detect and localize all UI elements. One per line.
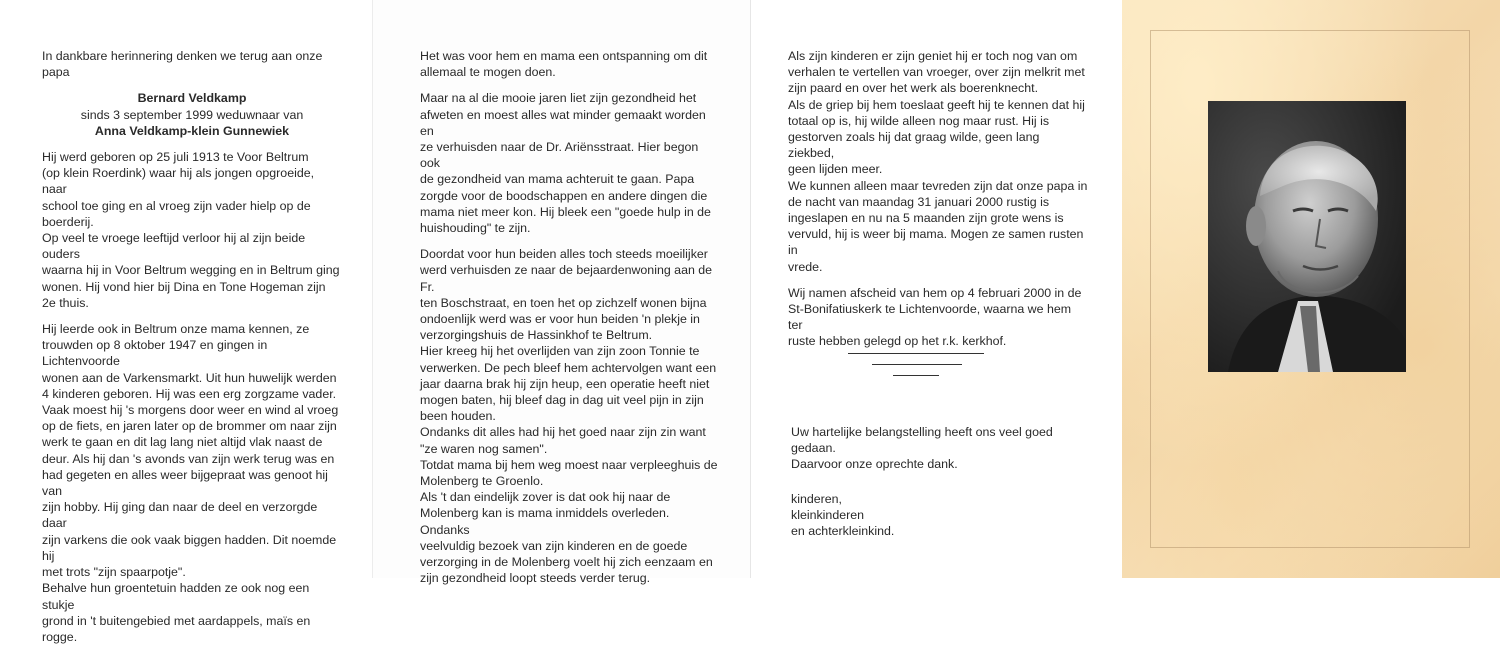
thanks-block	[791, 424, 1091, 539]
portrait-image	[1208, 101, 1406, 372]
right-paragraph-1: Als zijn kinderen er zijn geniet hij er toch nog van om verhalen te vertellen van vroeger, over zijn melkrit met zijn paard en over het werk als boerenknecht. Als de griep bij hem toeslaat geeft hij te kennen dat hij totaal op is, hij wilde alleen nog maar rust. Hij is gestorven zoals hij dat graag wilde, geen lang ziekbed, geen lijden meer. We kunnen alleen maar tevreden zijn dat onze papa in de nacht van maandag 31 januari 2000 rustig is ingeslapen en nu na 5 maanden zijn grote wens is vervuld, hij is weer bij mama. Mogen ze samen rusten in vrede.	[788, 49, 1088, 274]
thanks-text: Uw hartelijke belangstelling heeft ons veel goed gedaan. Daarvoor onze oprechte dank.	[791, 425, 1053, 472]
biography-paragraph-1: Hij werd geboren op 25 juli 1913 te Voor Beltrum (op klein Roerdink) waar hij als jongen opgroeide, naar school toe ging en al vroeg zijn vader hielp op de boerderij. Op veel te vroege leeftijd verloor hij al zijn beide ouders waarna hij in Voor Beltrum wegging en in Beltrum ging wonen. Hij vond hier bij Dina en Tone Hogeman zijn 2e thuis.	[42, 150, 340, 310]
spouse-name: Anna Veldkamp-klein Gunnewiek	[94, 123, 290, 138]
signoff-text: kinderen, kleinkinderen en achterkleinkind.	[791, 491, 895, 539]
biography-paragraph-2: Hij leerde ook in Beltrum onze mama kennen, ze trouwden op 8 oktober 1947 en gingen in Lichtenvoorde wonen aan de Varkensmarkt. Uit hun huwelijk werden 4 kinderen geboren. Hij was een erg zorgzame vader. Vaak moest hij 's morgens door weer en wind al vroeg op de fiets, en jaren later op de brommer om naar zijn werk te gaan en dit lag lang niet altijd vlak naast de deur. Als hij dan 's avonds van zijn werk terug was en had gegeten en alles weer bijgepraat was genoot hij van zijn hobby. Hij ging dan naar de deel en verzorgde daar zijn varkens die ook vaak biggen hadden. Dit noemde hij met trots "zijn spaarpotje". Behalve hun groentetuin hadden ze ook nog een stukje grond in 't buitengebied met aardappels, maïs en rogge.	[42, 322, 339, 644]
deceased-name: Bernard Veldkamp	[137, 91, 247, 106]
middle-paragraph-1: Het was voor hem en mama een ontspanning om dit allemaal te mogen doen.	[420, 49, 708, 80]
middle-paragraph-2: Maar na al die mooie jaren liet zijn gezondheid het afweten en moest alles wat minder gemaakt worden en ze verhuisden naar de Dr. Ariënsstraat. Hier begon ook de gezondheid van mama achteruit te gaan. Papa zorgde voor de boodschappen en andere dingen die mama niet meer kon. Hij bleek een "goede hulp in de huishouding" te zijn.	[420, 91, 711, 236]
intro-text: In dankbare herinnering denken we terug aan onze papa	[42, 49, 323, 80]
panel-middle-text	[420, 48, 720, 587]
farewell-paragraph: Wij namen afscheid van hem op 4 februari 2000 in de St-Bonifatiuskerk te Lichtenvoorde, waarna we hem ter ruste hebben gelegd op het r.k. kerkhof.	[788, 285, 1082, 349]
portrait-photo	[1208, 101, 1406, 372]
widow-line: sinds 3 september 1999 weduwnaar van	[80, 107, 304, 122]
divider-line-medium	[872, 364, 962, 365]
panel-left-text	[42, 48, 342, 645]
middle-paragraph-3: Doordat voor hun beiden alles toch steeds moeilijker werd verhuisden ze naar de bejaardenwoning aan de Fr. ten Boschstraat, en toen het op zichzelf wonen bijna ondoenlijk werd was er voor hun beiden 'n plekje in verzorgingshuis de Hassinkhof te Beltrum. Hier kreeg hij het overlijden van zijn zoon Tonnie te verwerken. De pech bleef hem achtervolgen want een jaar daarna brak hij zijn heup, een operatie heeft niet mogen baten, hij bleef dag in dag uit veel pijn in zijn been houden. Ondanks dit alles had hij het goed naar zijn zin want "ze waren nog samen". Totdat mama bij hem weg moest naar verpleeghuis de Molenberg te Groenlo. Als 't dan eindelijk zover is dat ook hij naar de Molenberg kan is mama inmiddels overleden. Ondanks veelvuldig bezoek van zijn kinderen en de goede verzorging in de Molenberg voelt hij zich eenzaam en zijn gezondheid loopt steeds verder terug.	[420, 247, 718, 586]
divider-line-long	[848, 353, 984, 354]
panel-right-text	[788, 48, 1088, 350]
divider-line-short	[893, 375, 939, 376]
